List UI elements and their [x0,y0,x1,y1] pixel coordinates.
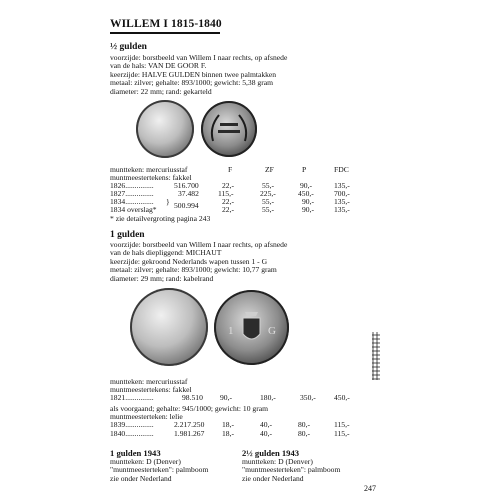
price-cell: 55,- [262,197,275,207]
mintmaster-mark: muntmeesterteken: lelie [110,412,183,422]
footnote-text: * zie detailvergroting pagina 243 [110,213,211,223]
price-cell: 350,- [300,393,316,403]
table-row [110,394,376,402]
page-title: WILLEM I 1815-1840 [110,18,222,30]
half-gulden-reverse-image [201,101,257,157]
price-cell: 180,- [260,393,276,403]
year-cell: 1827............... [110,189,154,199]
price-cell: 40,- [260,428,273,438]
mintage-cell: 500.994 [174,201,199,211]
year-cell: 1839............... [110,420,154,430]
wreath-icon [201,101,257,157]
mintage-cell: 516.700 [174,181,199,191]
column-header: FDC [334,165,349,174]
bottom-left-heading: 1 gulden 1943 [110,448,161,458]
half-gulden-heading: ½ gulden [110,42,147,52]
one-gulden-description [110,241,287,283]
price-cell: 115,- [334,428,350,438]
info-line: "muntmeesterteken": palmboom [242,465,341,475]
price-cell: 18,- [222,420,235,430]
description-line: diameter: 22 mm; rand: gekarteld [110,86,212,96]
mintage-cell: 98.510 [182,393,203,403]
one-gulden-heading: 1 gulden [110,230,145,240]
price-cell: 450,- [298,189,314,199]
one-gulden-table [110,378,376,438]
info-line: muntteken: D (Denver) [110,457,181,466]
price-cell: 22,- [222,197,235,207]
svg-text:1: 1 [228,325,234,337]
mintage-cell: 37.482 [178,189,199,199]
half-gulden-obverse-image [136,100,194,158]
bracket-icon: } [166,197,170,207]
coat-of-arms-icon [214,290,289,365]
price-cell: 90,- [302,197,315,207]
price-cell: 115,- [334,420,350,430]
price-cell: 115,- [218,189,234,199]
description-line: keerzijde: HALVE GULDEN binnen twee palmtakken [110,69,277,79]
column-header: F [228,165,233,174]
price-cell: 90,- [220,393,233,403]
mintage-cell: 1.981.267 [174,428,205,438]
table-row [110,430,376,438]
price-cell: 450,- [334,393,350,403]
info-line: zie onder Nederland [242,473,304,483]
page-number: 247 [364,484,376,493]
half-gulden-description [110,54,287,96]
title-underline [110,32,220,34]
year-cell: 1834 overslag* [110,205,157,215]
description-line: keerzijde: gekroond Nederlands wapen tussen 1 - G [110,256,268,266]
price-cell: 80,- [298,420,311,430]
column-header: P [302,165,307,174]
one-gulden-reverse-image [214,290,289,365]
price-cell: 135,- [334,205,350,215]
one-gulden-obverse-image [130,288,208,366]
description-line: voorzijde: borstbeeld van Willem I naar rechts, op afsnede [110,53,288,62]
price-cell: 90,- [300,181,313,191]
bottom-left-text [110,458,208,483]
price-cell: 55,- [262,181,275,191]
year-cell: 1821............... [110,393,154,403]
price-cell: 40,- [260,420,273,430]
price-cell: 135,- [334,197,350,207]
description-line: diameter: 29 mm; rand: kabelrand [110,273,214,283]
description-line: van de hals: VAN DE GOOR F. [110,61,207,71]
bottom-right-heading: 2½ gulden 1943 [242,448,300,458]
info-line: "muntmeesterteken": palmboom [110,465,209,475]
price-cell: 135,- [334,181,350,191]
variant-text: als voorgaand; gehalte: 945/1000; gewicht: 10 gram [110,404,269,414]
price-cell: 80,- [298,428,311,438]
price-cell: 22,- [222,181,235,191]
svg-text:G: G [268,325,276,337]
description-line: metaal: zilver; gehalte: 893/1000; gewicht: 5,38 gram [110,78,274,88]
footnote [110,215,376,223]
mintmaster-mark: muntmeestertekens: fakkel [110,173,192,183]
mintmaster-mark: muntmeestertekens: fakkel [110,385,192,395]
catalog-page [110,18,376,493]
price-cell: 55,- [262,205,275,215]
year-cell: 1826............... [110,181,154,191]
description-line: voorzijde: borstbeeld van Willem I naar rechts, op afsnede [110,240,288,249]
price-cell: 700,- [334,189,350,199]
info-line: muntteken: D (Denver) [242,457,313,466]
price-cell: 22,- [222,205,235,215]
year-cell: 1840............... [110,428,154,438]
half-gulden-table [110,166,376,223]
year-cell: 1834............... [110,197,154,207]
bottom-right-text [242,458,340,483]
info-line: zie onder Nederland [110,473,172,483]
description-line: van de hals diepliggend: MICHAUT [110,248,222,258]
mintage-cell: 2.217.250 [174,420,205,430]
thumb-index-marker [372,332,380,380]
price-cell: 225,- [260,189,276,199]
price-cell: 90,- [302,205,315,215]
mint-mark: muntteken: mercuriusstaf [110,377,188,386]
column-header: muntteken: mercuriusstaf [110,165,188,174]
description-line: metaal: zilver; gehalte: 893/1000; gewicht: 10,77 gram [110,265,277,275]
price-cell: 18,- [222,428,235,438]
column-header: ZF [265,165,274,174]
